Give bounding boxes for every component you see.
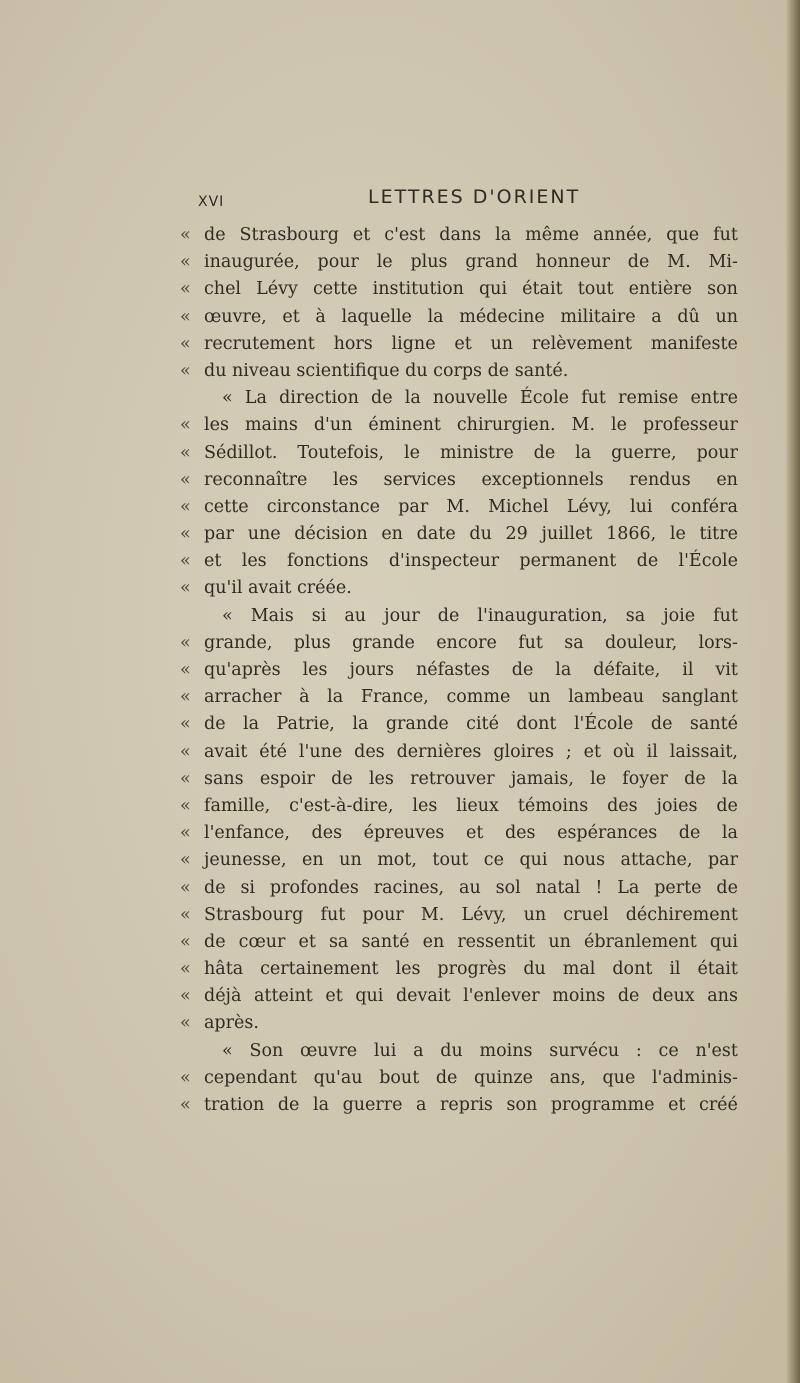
text-line <box>180 929 740 956</box>
quote-mark: « <box>180 306 191 327</box>
page-number: XVI <box>198 194 225 210</box>
quote-mark: « <box>180 578 191 599</box>
quote-mark: « <box>180 931 191 952</box>
quote-mark: « <box>180 333 191 354</box>
text-line <box>180 575 740 602</box>
quote-mark: « <box>180 469 191 490</box>
quote-mark: « <box>180 415 191 436</box>
line-text: jeunesse, en un mot, tout ce qui nous attache, par <box>204 850 738 871</box>
line-text: par une décision en date du 29 juillet 1866, le titre <box>204 524 738 545</box>
quote-mark: « <box>180 795 191 816</box>
quote-mark: « <box>180 551 191 572</box>
line-text: arracher à la France, comme un lambeau sanglant <box>204 687 738 708</box>
text-line <box>180 412 740 439</box>
line-text: les mains d'un éminent chirurgien. M. le professeur <box>204 415 738 436</box>
text-line <box>180 657 740 684</box>
text-line <box>180 820 740 847</box>
text-line <box>180 875 740 902</box>
quote-mark: « <box>180 1095 191 1115</box>
text-line <box>180 983 740 1010</box>
text-line <box>180 766 740 793</box>
text-line <box>180 358 740 385</box>
text-line <box>180 521 740 548</box>
line-text: famille, c'est-à-dire, les lieux témoins des joies de <box>204 795 738 816</box>
quote-mark: « <box>180 959 191 980</box>
text-line <box>180 1092 740 1119</box>
text-line <box>180 1065 740 1092</box>
line-text: recrutement hors ligne et un relèvement manifeste <box>204 333 738 354</box>
line-text: reconnaître les services exceptionnels rendus en <box>204 469 738 490</box>
line-text: cette circonstance par M. Michel Lévy, lui conféra <box>204 496 738 517</box>
line-text: de si profondes racines, au sol natal ! La perte de <box>204 877 738 898</box>
quote-mark: « <box>180 496 191 517</box>
line-text: « La direction de la nouvelle École fut remise entre <box>222 388 738 409</box>
text-line <box>180 385 740 412</box>
line-text: cependant qu'au bout de quinze ans, que l'adminis- <box>204 1067 738 1088</box>
quote-mark: « <box>180 741 191 762</box>
body-text <box>180 222 740 1119</box>
quote-mark: « <box>180 660 191 680</box>
line-text: « Mais si au jour de l'inauguration, sa joie fut <box>222 605 738 626</box>
text-line <box>180 793 740 820</box>
text-line <box>180 494 740 521</box>
quote-mark: « <box>180 1013 191 1034</box>
line-text: de la Patrie, la grande cité dont l'École de santé <box>204 714 738 735</box>
quote-mark: « <box>180 1067 191 1088</box>
text-line <box>180 304 740 331</box>
line-text: chel Lévy cette institution qui était tout entière son <box>204 279 738 300</box>
text-line <box>180 902 740 929</box>
line-text: œuvre, et à laquelle la médecine militaire a dû un <box>204 306 738 327</box>
line-text: et les fonctions d'inspecteur permanent de l'École <box>204 551 738 572</box>
text-line <box>180 249 740 276</box>
quote-mark: « <box>180 360 191 381</box>
running-title: LETTRES D'ORIENT <box>368 186 581 208</box>
line-text: Strasbourg fut pour M. Lévy, un cruel déchirement <box>204 904 738 925</box>
text-line <box>180 603 740 630</box>
page-edge <box>786 0 800 1383</box>
text-line <box>180 956 740 983</box>
line-text: inaugurée, pour le plus grand honneur de M. Mi- <box>204 252 738 273</box>
text-line <box>180 331 740 358</box>
text-line <box>180 684 740 711</box>
text-line <box>180 276 740 303</box>
line-text: hâta certainement les progrès du mal dont il était <box>204 959 738 980</box>
quote-mark: « <box>180 524 191 545</box>
line-text: du niveau scientifique du corps de santé. <box>204 360 569 381</box>
quote-mark: « <box>180 279 191 300</box>
quote-mark: « <box>180 442 191 463</box>
quote-mark: « <box>180 986 191 1007</box>
quote-mark: « <box>180 632 191 653</box>
text-line <box>180 1038 740 1065</box>
quote-mark: « <box>180 904 191 925</box>
quote-mark: « <box>180 850 191 871</box>
line-text: tration de la guerre a repris son programme et créé <box>204 1095 738 1115</box>
text-line <box>180 739 740 766</box>
quote-mark: « <box>180 768 191 789</box>
text-line <box>180 847 740 874</box>
text-line <box>180 630 740 657</box>
quote-mark: « <box>180 225 191 245</box>
quote-mark: « <box>180 687 191 708</box>
line-text: qu'il avait créée. <box>204 578 352 599</box>
text-line <box>180 440 740 467</box>
quote-mark: « <box>180 823 191 844</box>
line-text: après. <box>204 1013 259 1034</box>
quote-mark: « <box>180 252 191 273</box>
line-text: qu'après les jours néfastes de la défaite, il vit <box>204 660 738 680</box>
text-line <box>180 548 740 575</box>
quote-mark: « <box>180 714 191 735</box>
line-text: « Son œuvre lui a du moins survécu : ce n'est <box>222 1040 738 1061</box>
line-text: de cœur et sa santé en ressentit un ébranlement qui <box>204 931 738 952</box>
line-text: sans espoir de les retrouver jamais, le foyer de la <box>204 768 738 789</box>
text-line <box>180 222 740 249</box>
page-header <box>198 186 738 216</box>
text-line <box>180 1010 740 1037</box>
text-line <box>180 711 740 738</box>
quote-mark: « <box>180 877 191 898</box>
line-text: avait été l'une des dernières gloires ; et où il laissait, <box>204 741 738 762</box>
line-text: de Strasbourg et c'est dans la même année, que fut <box>204 225 738 245</box>
line-text: grande, plus grande encore fut sa douleur, lors- <box>204 632 738 653</box>
line-text: l'enfance, des épreuves et des espérances de la <box>204 823 738 844</box>
line-text: déjà atteint et qui devait l'enlever moins de deux ans <box>204 986 738 1007</box>
text-line <box>180 467 740 494</box>
line-text: Sédillot. Toutefois, le ministre de la guerre, pour <box>204 442 738 463</box>
